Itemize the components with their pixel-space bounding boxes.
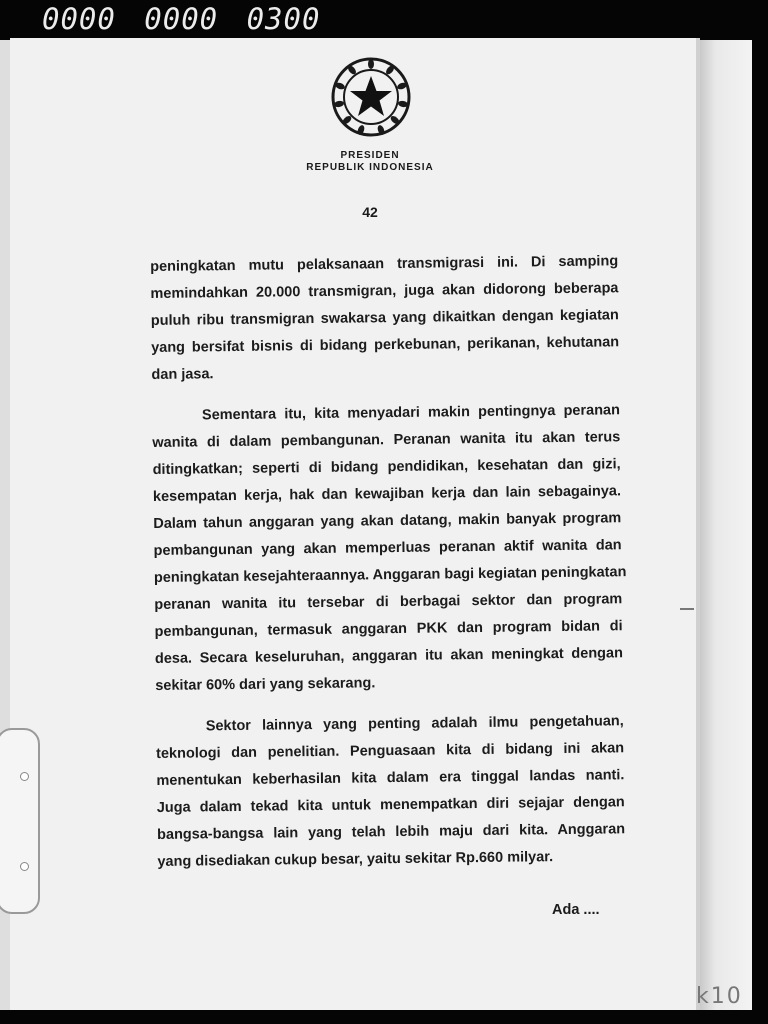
- text-line: desa. Secara keseluruhan, anggaran itu akan meningkat dengan: [154, 645, 624, 667]
- page-mark: [680, 608, 694, 610]
- text-line: wanita di dalam pembangunan. Peranan wanita itu akan terus: [152, 429, 621, 451]
- page-edge: [700, 40, 752, 1010]
- paragraph: [156, 708, 626, 876]
- binder-hole: [20, 772, 29, 781]
- corner-mark: k10: [696, 984, 743, 1009]
- header-subtitle: REPUBLIK INDONESIA: [306, 162, 434, 173]
- page-number: 42: [362, 204, 378, 220]
- binder-hole: [20, 862, 29, 871]
- text-line: sekitar 60% dari yang sekarang.: [155, 675, 376, 694]
- paragraph: [152, 397, 627, 700]
- text-line: memindahkan 20.000 transmigran, juga akan didorong beberapa: [150, 280, 619, 302]
- text-line: Dalam tahun anggaran yang akan datang, makin banyak program: [153, 510, 622, 532]
- text-line: teknologi dan penelitian. Penguasaan kita di bidang ini akan: [156, 740, 625, 762]
- text-line: peningkatan mutu pelaksanaan transmigrasi ini. Di samping: [150, 253, 619, 275]
- text-line: dan jasa.: [151, 366, 214, 383]
- continuation-marker: Ada ....: [552, 902, 600, 918]
- text-line: bangsa-bangsa lain yang telah lebih maju dari kita. Anggaran: [157, 821, 626, 843]
- text-line: peranan wanita itu tersebar di berbagai sektor dan program: [154, 591, 623, 613]
- text-line: Sektor lainnya yang penting adalah ilmu pengetahuan,: [205, 713, 624, 735]
- text-line: yang disediakan cukup besar, yaitu sekitar Rp.660 milyar.: [157, 849, 554, 870]
- presidential-emblem-icon: [330, 56, 412, 138]
- header-title: PRESIDEN: [340, 150, 400, 161]
- body-text: [150, 248, 626, 876]
- text-line: puluh ribu transmigran swakarsa yang dikaitkan dengan kegiatan: [150, 307, 619, 329]
- text-line: Juga dalam tekad kita untuk menempatkan diri sejajar dengan: [156, 794, 625, 816]
- paragraph: [150, 248, 620, 389]
- text-line: Sementara itu, kita menyadari makin pentingnya peranan: [201, 402, 621, 424]
- text-line: pembangunan, termasuk anggaran PKK dan program bidan di: [154, 618, 623, 640]
- text-line: pembangunan yang akan memperluas peranan aktif wanita dan: [153, 537, 622, 559]
- text-line: ditingkatkan; seperti di bidang pendidikan, kesehatan dan gizi,: [152, 456, 621, 478]
- film-frame-counter: 0000 0000 0300: [42, 2, 321, 36]
- binder-clip: [0, 728, 40, 914]
- text-line: menentukan keberhasilan kita dalam era tinggal landas nanti.: [156, 767, 625, 789]
- text-line: peningkatan kesejahteraannya. Anggaran bagi kegiatan peningkatan: [153, 564, 627, 586]
- text-line: kesempatan kerja, hak dan kewajiban kerja dan lain sebagainya.: [152, 483, 622, 505]
- text-line: yang bersifat bisnis di bidang perkebunan, perikanan, kehutanan: [151, 334, 620, 356]
